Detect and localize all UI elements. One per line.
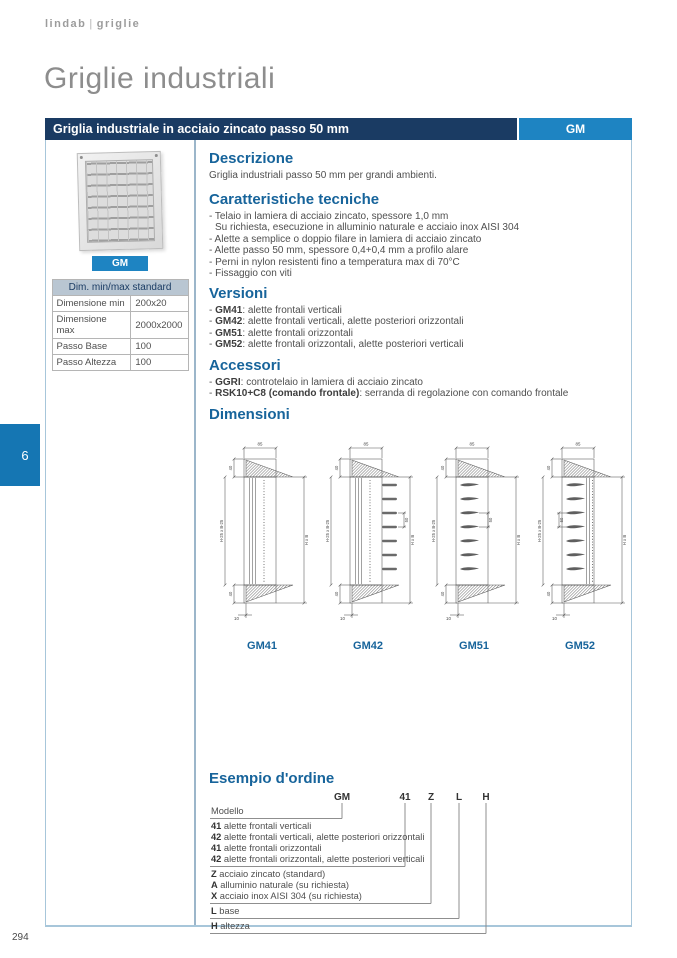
table-cell-label: Passo Altezza <box>52 355 131 371</box>
svg-text:H x B: H x B <box>622 534 627 545</box>
table-cell-label: Dimensione max <box>52 312 131 339</box>
svg-text:H-25 x B-25: H-25 x B-25 <box>537 519 542 542</box>
dimensions-table <box>52 279 189 371</box>
drawing-label-GM42: GM42 <box>353 639 383 652</box>
dimension-drawings <box>209 437 633 652</box>
table-row <box>52 339 188 355</box>
product-title-bar <box>45 118 632 140</box>
svg-text:40: 40 <box>228 591 233 596</box>
section-descrizione <box>209 150 633 182</box>
order-option-line: 42 alette frontali orizzontali, alette posteriori verticali <box>211 853 425 864</box>
section-accessori <box>209 357 633 400</box>
descrizione-body: Griglia industriali passo 50 mm per grandi ambienti. <box>209 170 437 181</box>
drawing-label-GM51: GM51 <box>459 639 489 652</box>
order-option-line: H altezza <box>211 920 250 931</box>
screw-icon <box>155 154 158 157</box>
section-caratteristiche <box>209 191 633 280</box>
svg-text:10: 10 <box>340 615 345 621</box>
section-title-esempio: Esempio d'ordine <box>209 769 335 787</box>
dimensions-table-header: Dim. min/max standard <box>52 280 188 296</box>
table-cell-value: 100 <box>131 355 188 371</box>
svg-text:50: 50 <box>488 517 493 522</box>
svg-text:40: 40 <box>440 591 445 596</box>
right-column <box>209 140 633 931</box>
table-row <box>52 355 188 371</box>
section-dimensioni <box>209 406 633 652</box>
svg-text:10: 10 <box>234 615 239 621</box>
product-photo <box>77 151 164 251</box>
svg-text:40: 40 <box>228 465 233 470</box>
table-cell-value: 2000x2000 <box>131 312 188 339</box>
svg-text:50: 50 <box>559 517 564 522</box>
order-code-part-Z: Z <box>427 791 435 803</box>
section-esempio-ordine <box>209 770 633 937</box>
order-option-line: A alluminio naturale (su richiesta) <box>211 879 349 890</box>
technical-drawing-GM41 <box>212 437 312 631</box>
version-item: - GM41: alette frontali verticali <box>209 304 342 316</box>
feature-item: Su richiesta, esecuzione in alluminio naturale e acciaio inox AISI 304 <box>215 222 520 233</box>
order-example-diagram <box>209 792 629 937</box>
brand-section-label: griglie <box>96 18 141 30</box>
version-item: - GM52: alette frontali orizzontali, alette posteriori verticali <box>209 339 464 350</box>
technical-drawing-GM51 <box>424 437 524 631</box>
version-item: - GM51: alette frontali orizzontali <box>209 327 353 339</box>
accessori-list <box>209 377 633 400</box>
svg-text:H-25 x B-25: H-25 x B-25 <box>325 519 330 542</box>
svg-text:40: 40 <box>546 591 551 596</box>
svg-text:85: 85 <box>363 441 369 446</box>
svg-text:40: 40 <box>334 465 339 470</box>
table-row <box>52 312 188 339</box>
svg-text:50: 50 <box>404 517 409 522</box>
svg-text:10: 10 <box>552 615 557 621</box>
feature-item: - Alette passo 50 mm, spessore 0,4+0,4 mm a profilo alare <box>209 245 469 256</box>
page-title: Griglie industriali <box>44 62 276 95</box>
svg-text:H-25 x B-25: H-25 x B-25 <box>219 519 224 542</box>
brand-logo-text: lindab <box>45 18 87 30</box>
product-title: Griglia industriale in acciaio zincato passo 50 mm <box>45 118 517 140</box>
section-versioni <box>209 285 633 351</box>
versioni-list <box>209 305 633 351</box>
brand-separator: | <box>89 18 94 30</box>
chapter-tab: 6 <box>0 424 40 486</box>
grille-grid-graphic <box>85 159 155 243</box>
table-cell-label: Dimensione min <box>52 296 131 312</box>
svg-text:40: 40 <box>440 465 445 470</box>
order-connector-lines <box>209 792 629 937</box>
svg-text:H x B: H x B <box>410 534 415 545</box>
drawing-label-GM52: GM52 <box>565 639 595 652</box>
order-code-part-H: H <box>482 791 490 803</box>
feature-item: - Perni in nylon resistenti fino a temperatura max di 70°C <box>209 256 460 268</box>
product-badge: GM <box>92 256 148 271</box>
drawing-GM52 <box>527 437 633 652</box>
left-column <box>46 140 194 925</box>
section-title-dimensioni: Dimensioni <box>209 405 290 423</box>
version-item: - GM42: alette frontali verticali, alette posteriori orizzontali <box>209 316 464 327</box>
drawing-label-GM41: GM41 <box>247 639 277 652</box>
svg-text:40: 40 <box>334 591 339 596</box>
screw-icon <box>80 156 83 159</box>
technical-drawing-GM52 <box>530 437 630 631</box>
table-cell-label: Passo Base <box>52 339 131 355</box>
caratteristiche-list <box>209 211 633 280</box>
drawing-GM41 <box>209 437 315 652</box>
svg-text:40: 40 <box>546 465 551 470</box>
order-option-line: 41 alette frontali orizzontali <box>211 842 322 853</box>
table-cell-value: 100 <box>131 339 188 355</box>
order-code-part-GM: GM <box>333 791 351 803</box>
order-option-line: Z acciaio zincato (standard) <box>211 868 326 879</box>
svg-text:85: 85 <box>257 441 263 446</box>
feature-item: - Telaio in lamiera di acciaio zincato, spessore 1,0 mm <box>209 210 449 222</box>
svg-text:85: 85 <box>575 441 581 446</box>
feature-item: - Fissaggio con viti <box>209 268 292 279</box>
section-title-caratteristiche: Caratteristiche tecniche <box>209 190 380 208</box>
page-number: 294 <box>12 932 29 943</box>
svg-text:85: 85 <box>469 441 475 446</box>
order-option-line: Modello <box>211 805 244 816</box>
svg-text:H-25 x B-25: H-25 x B-25 <box>431 519 436 542</box>
product-code-badge: GM <box>519 118 632 140</box>
table-cell-value: 200x20 <box>131 296 188 312</box>
content-box <box>45 140 632 931</box>
technical-drawing-GM42 <box>318 437 418 631</box>
order-option-line: 41 alette frontali verticali <box>211 820 312 831</box>
column-divider <box>194 140 196 925</box>
feature-item: - Alette a semplice o doppio filare in lamiera di acciaio zincato <box>209 233 482 245</box>
accessory-item: - RSK10+C8 (comando frontale): serranda di regolazione con comando frontale <box>209 388 569 399</box>
order-option-line: 42 alette frontali verticali, alette posteriori orizzontali <box>211 831 425 842</box>
brand-header <box>45 18 140 30</box>
svg-text:H x B: H x B <box>304 534 309 545</box>
svg-text:H x B: H x B <box>516 534 521 545</box>
section-title-descrizione: Descrizione <box>209 150 294 167</box>
drawing-GM42 <box>315 437 421 652</box>
accessory-item: - GGRI: controtelaio in lamiera di acciaio zincato <box>209 376 423 388</box>
order-option-line: X acciaio inox AISI 304 (su richiesta) <box>211 890 362 901</box>
order-code-part-41: 41 <box>399 791 411 803</box>
table-row <box>52 296 188 312</box>
drawing-GM51 <box>421 437 527 652</box>
section-title-versioni: Versioni <box>209 284 268 302</box>
svg-text:10: 10 <box>446 615 451 621</box>
order-code-part-L: L <box>455 791 463 803</box>
order-option-line: L base <box>211 905 240 916</box>
section-title-accessori: Accessori <box>209 356 281 374</box>
